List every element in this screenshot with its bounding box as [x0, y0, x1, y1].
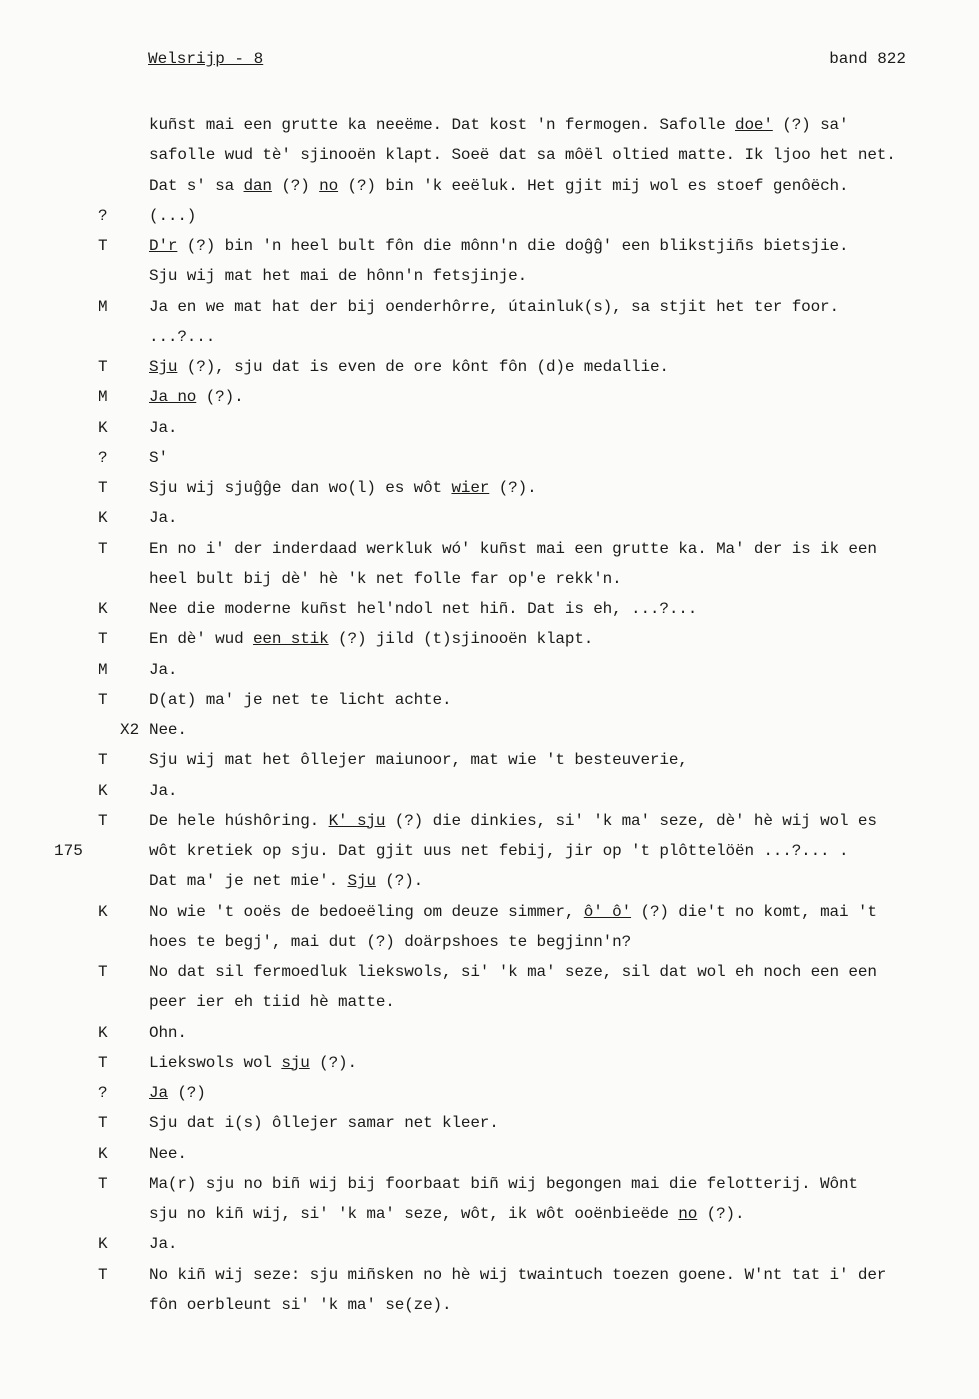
text-segment: Nee die moderne kuñst hel'ndol net hiñ. Dat is eh, ...?... [149, 600, 698, 618]
transcript-line [0, 987, 979, 1017]
underlined-word: Ja [149, 1084, 168, 1102]
speaker-label: K [98, 600, 108, 618]
transcript-line [0, 866, 979, 896]
text-segment: De hele húshôring. [149, 811, 329, 830]
text-segment: Sju dat i(s) ôllejer samar net kleer. [149, 1114, 499, 1133]
speaker-label: M [98, 660, 108, 679]
text-segment: Ja. [149, 781, 178, 800]
transcript-line [0, 1048, 979, 1078]
transcript-line [0, 1018, 979, 1048]
speaker-label: T [98, 1114, 108, 1133]
transcript-line [0, 927, 979, 957]
speaker-label: K [98, 1144, 108, 1163]
speaker-label: T [98, 1174, 108, 1193]
line-text [149, 1048, 357, 1078]
text-segment: (?). [697, 1205, 745, 1223]
speaker-label: T [98, 751, 108, 770]
transcript-line [0, 806, 979, 836]
transcript-line [0, 836, 979, 866]
line-text [149, 322, 215, 352]
underlined-word: dan [243, 176, 272, 195]
line-text [149, 292, 839, 322]
line-text [149, 443, 168, 473]
line-text [149, 382, 244, 412]
underlined-word: D'r [149, 237, 178, 255]
speaker-label: T [98, 1053, 108, 1072]
text-segment: wôt kretiek op sju. Dat gjit uus net febij, jir op 't plôttelöën ...?... . [149, 842, 849, 860]
line-text [149, 534, 877, 564]
line-text [149, 352, 669, 382]
transcript-body [0, 110, 979, 1320]
line-text [149, 655, 177, 685]
transcript-line [0, 624, 979, 654]
text-segment: Sju wij mat het ôllejer maiunoor, mat wie 't besteuverie, [149, 751, 688, 770]
text-segment: Liekswols wol [149, 1053, 282, 1072]
text-segment: (?) bin 'n heel bult fôn die mônn'n die doĝĝ' een blikstjiñs bietsjie. [177, 237, 849, 255]
text-segment: (?) bin 'k eeëluk. Het gjit mij wol es stoef genôëch. [338, 176, 849, 195]
speaker-label: K [98, 902, 108, 921]
text-segment: (?), sju dat is even de ore kônt fôn (d)e medallie. [177, 358, 669, 376]
transcript-line [0, 171, 979, 201]
text-segment: Ja. [149, 418, 178, 437]
text-segment: Ja. [149, 509, 178, 528]
line-text [149, 987, 395, 1017]
text-segment: sju no kiñ wij, si' 'k ma' seze, wôt, ik wôt ooënbieëde [149, 1205, 679, 1223]
transcript-line [0, 776, 979, 806]
transcript-line [0, 292, 979, 322]
text-segment: (?). [309, 1053, 357, 1072]
text-segment: ...?... [149, 327, 216, 346]
page-header [148, 50, 908, 76]
text-segment: (?) die dinkies, si' 'k ma' seze, dè' hè wij wol es [385, 811, 877, 830]
line-text [149, 594, 697, 624]
line-text [149, 564, 622, 594]
transcript-line [0, 1108, 979, 1138]
transcript-line [0, 110, 979, 140]
underlined-word: no [319, 176, 339, 195]
text-segment: Nee. [149, 721, 187, 739]
text-segment: No kiñ wij seze: sju miñsken no hè wij twaintuch toezen goene. W'nt tat i' der [149, 1265, 887, 1284]
text-segment: hoes te begj', mai dut (?) doärpshoes te begjinn'n? [149, 932, 632, 951]
line-text [149, 1199, 744, 1229]
underlined-word: Sju [347, 872, 376, 891]
line-text [149, 1169, 858, 1199]
text-segment: kuñst mai een grutte ka neeëme. Dat kost 'n fermogen. Safolle [149, 116, 735, 134]
transcript-line [0, 1078, 979, 1108]
underlined-word: sju [281, 1053, 310, 1072]
speaker-label: X2 [120, 721, 140, 739]
speaker-label: T [98, 1265, 108, 1284]
text-segment: Nee. [149, 1144, 187, 1163]
speaker-label: K [98, 1023, 108, 1042]
underlined-word: K' sju [328, 811, 386, 830]
underlined-word: ô' ô' [583, 902, 632, 921]
text-segment: Ja en we mat hat der bij oenderhôrre, útainluk(s), sa stjit het ter foor. [149, 297, 839, 316]
text-segment: (?) [271, 176, 320, 195]
speaker-label: M [98, 388, 108, 407]
transcript-line [0, 322, 979, 352]
transcript-line [0, 1139, 979, 1169]
transcript-line [0, 443, 979, 473]
text-segment: D(at) ma' je net te licht achte. [149, 690, 452, 709]
line-text [149, 866, 423, 896]
line-text [149, 1078, 206, 1108]
text-segment: heel bult bij dè' hè 'k net folle far op'e rekk'n. [149, 569, 622, 588]
underlined-word: Sju [149, 358, 178, 376]
speaker-label: ? [98, 448, 108, 467]
speaker-label: T [98, 811, 108, 830]
text-segment: (...) [149, 206, 197, 225]
transcript-line [0, 715, 979, 745]
line-text [149, 201, 196, 231]
underlined-word: Ja no [149, 388, 197, 407]
transcript-line [0, 261, 979, 291]
speaker-label: K [98, 418, 108, 437]
speaker-label: ? [98, 1084, 108, 1102]
speaker-label: K [98, 509, 108, 528]
transcript-line [0, 231, 979, 261]
speaker-label: T [98, 539, 108, 558]
document-title: Welsrijp - 8 [148, 50, 264, 68]
text-segment: (?) sa' [772, 116, 849, 134]
transcript-line [0, 1260, 979, 1290]
text-segment: No dat sil fermoedluk liekswols, si' 'k ma' seze, sil dat wol eh noch een een [149, 963, 877, 981]
speaker-label: T [98, 963, 108, 981]
text-segment: (?) [167, 1084, 206, 1102]
underlined-word: wier [451, 479, 490, 497]
transcript-line [0, 594, 979, 624]
speaker-label: K [98, 1235, 108, 1254]
text-segment: Ohn. [149, 1023, 187, 1042]
text-segment: Sju wij mat het mai de hônn'n fetsjinje. [149, 267, 528, 286]
text-segment: (?) jild (t)sjinooën klapt. [328, 630, 594, 649]
text-segment: En dè' wud [149, 630, 253, 649]
line-text [149, 171, 848, 201]
text-segment: Ja. [149, 1235, 178, 1254]
text-segment: safolle wud tè' sjinooën klapt. Soeë dat sa môël oltied matte. Ik ljoo het net. [149, 146, 896, 165]
transcript-line [0, 473, 979, 503]
line-text [149, 473, 537, 503]
transcript-line [0, 655, 979, 685]
text-segment: Ja. [149, 660, 178, 679]
line-text [149, 1018, 187, 1048]
text-segment: peer ier eh tiid hè matte. [149, 993, 395, 1012]
speaker-label: T [98, 358, 108, 376]
line-text [149, 745, 688, 775]
line-text [149, 140, 896, 170]
speaker-label: T [98, 690, 108, 709]
transcript-line [0, 685, 979, 715]
text-segment: (?). [375, 872, 424, 891]
underlined-word: no [678, 1205, 698, 1223]
transcript-line [0, 1169, 979, 1199]
speaker-label: T [98, 479, 108, 497]
underlined-word: een stik [252, 630, 329, 649]
transcript-line [0, 1199, 979, 1229]
text-segment: En no i' der inderdaad werkluk wó' kuñst mai een grutte ka. Ma' der is ik een [149, 539, 877, 558]
text-segment: Ma(r) sju no biñ wij bij foorbaat biñ wij begongen mai die felotterij. Wônt [149, 1174, 858, 1193]
line-text [149, 1139, 187, 1169]
line-text [149, 806, 877, 836]
line-text [149, 1290, 451, 1320]
line-text [149, 685, 451, 715]
line-text [149, 836, 848, 866]
text-segment: No wie 't ooës de bedoeëling om deuze simmer, [149, 902, 584, 921]
line-text [149, 897, 877, 927]
line-text [149, 776, 177, 806]
text-segment: Dat s' sa [149, 176, 244, 195]
transcript-line [0, 957, 979, 987]
speaker-label: ? [98, 206, 108, 225]
transcript-line [0, 1290, 979, 1320]
text-segment: S' [149, 448, 168, 467]
line-text [149, 927, 631, 957]
band-number: band 822 [829, 50, 906, 68]
line-text [149, 110, 848, 140]
text-segment: (?). [196, 388, 244, 407]
transcript-line [0, 534, 979, 564]
line-text [149, 1260, 886, 1290]
speaker-label: T [98, 237, 108, 255]
transcript-line [0, 564, 979, 594]
margin-counter: 175 [54, 842, 83, 860]
line-text [149, 503, 177, 533]
transcript-line [0, 897, 979, 927]
text-segment: fôn oerbleunt si' 'k ma' se(ze). [149, 1295, 452, 1314]
text-segment: (?). [489, 479, 537, 497]
transcript-line [0, 201, 979, 231]
line-text [149, 231, 848, 261]
line-text [149, 413, 177, 443]
transcript-line [0, 382, 979, 412]
transcript-line [0, 413, 979, 443]
transcript-line [0, 140, 979, 170]
line-text [149, 1108, 499, 1138]
line-text [149, 957, 877, 987]
transcript-line [0, 1229, 979, 1259]
line-text [149, 624, 593, 654]
text-segment: Sju wij sjuĝĝe dan wo(l) es wôt [149, 479, 452, 497]
speaker-label: T [98, 630, 108, 649]
underlined-word: doe' [735, 116, 773, 134]
line-text [149, 715, 187, 745]
line-text [149, 261, 527, 291]
speaker-label: M [98, 297, 108, 316]
text-segment: (?) die't no komt, mai 't [631, 902, 877, 921]
transcript-line [0, 352, 979, 382]
transcript-line [0, 745, 979, 775]
text-segment: Dat ma' je net mie'. [149, 872, 348, 891]
speaker-label: K [98, 781, 108, 800]
transcript-line [0, 503, 979, 533]
line-text [149, 1229, 177, 1259]
